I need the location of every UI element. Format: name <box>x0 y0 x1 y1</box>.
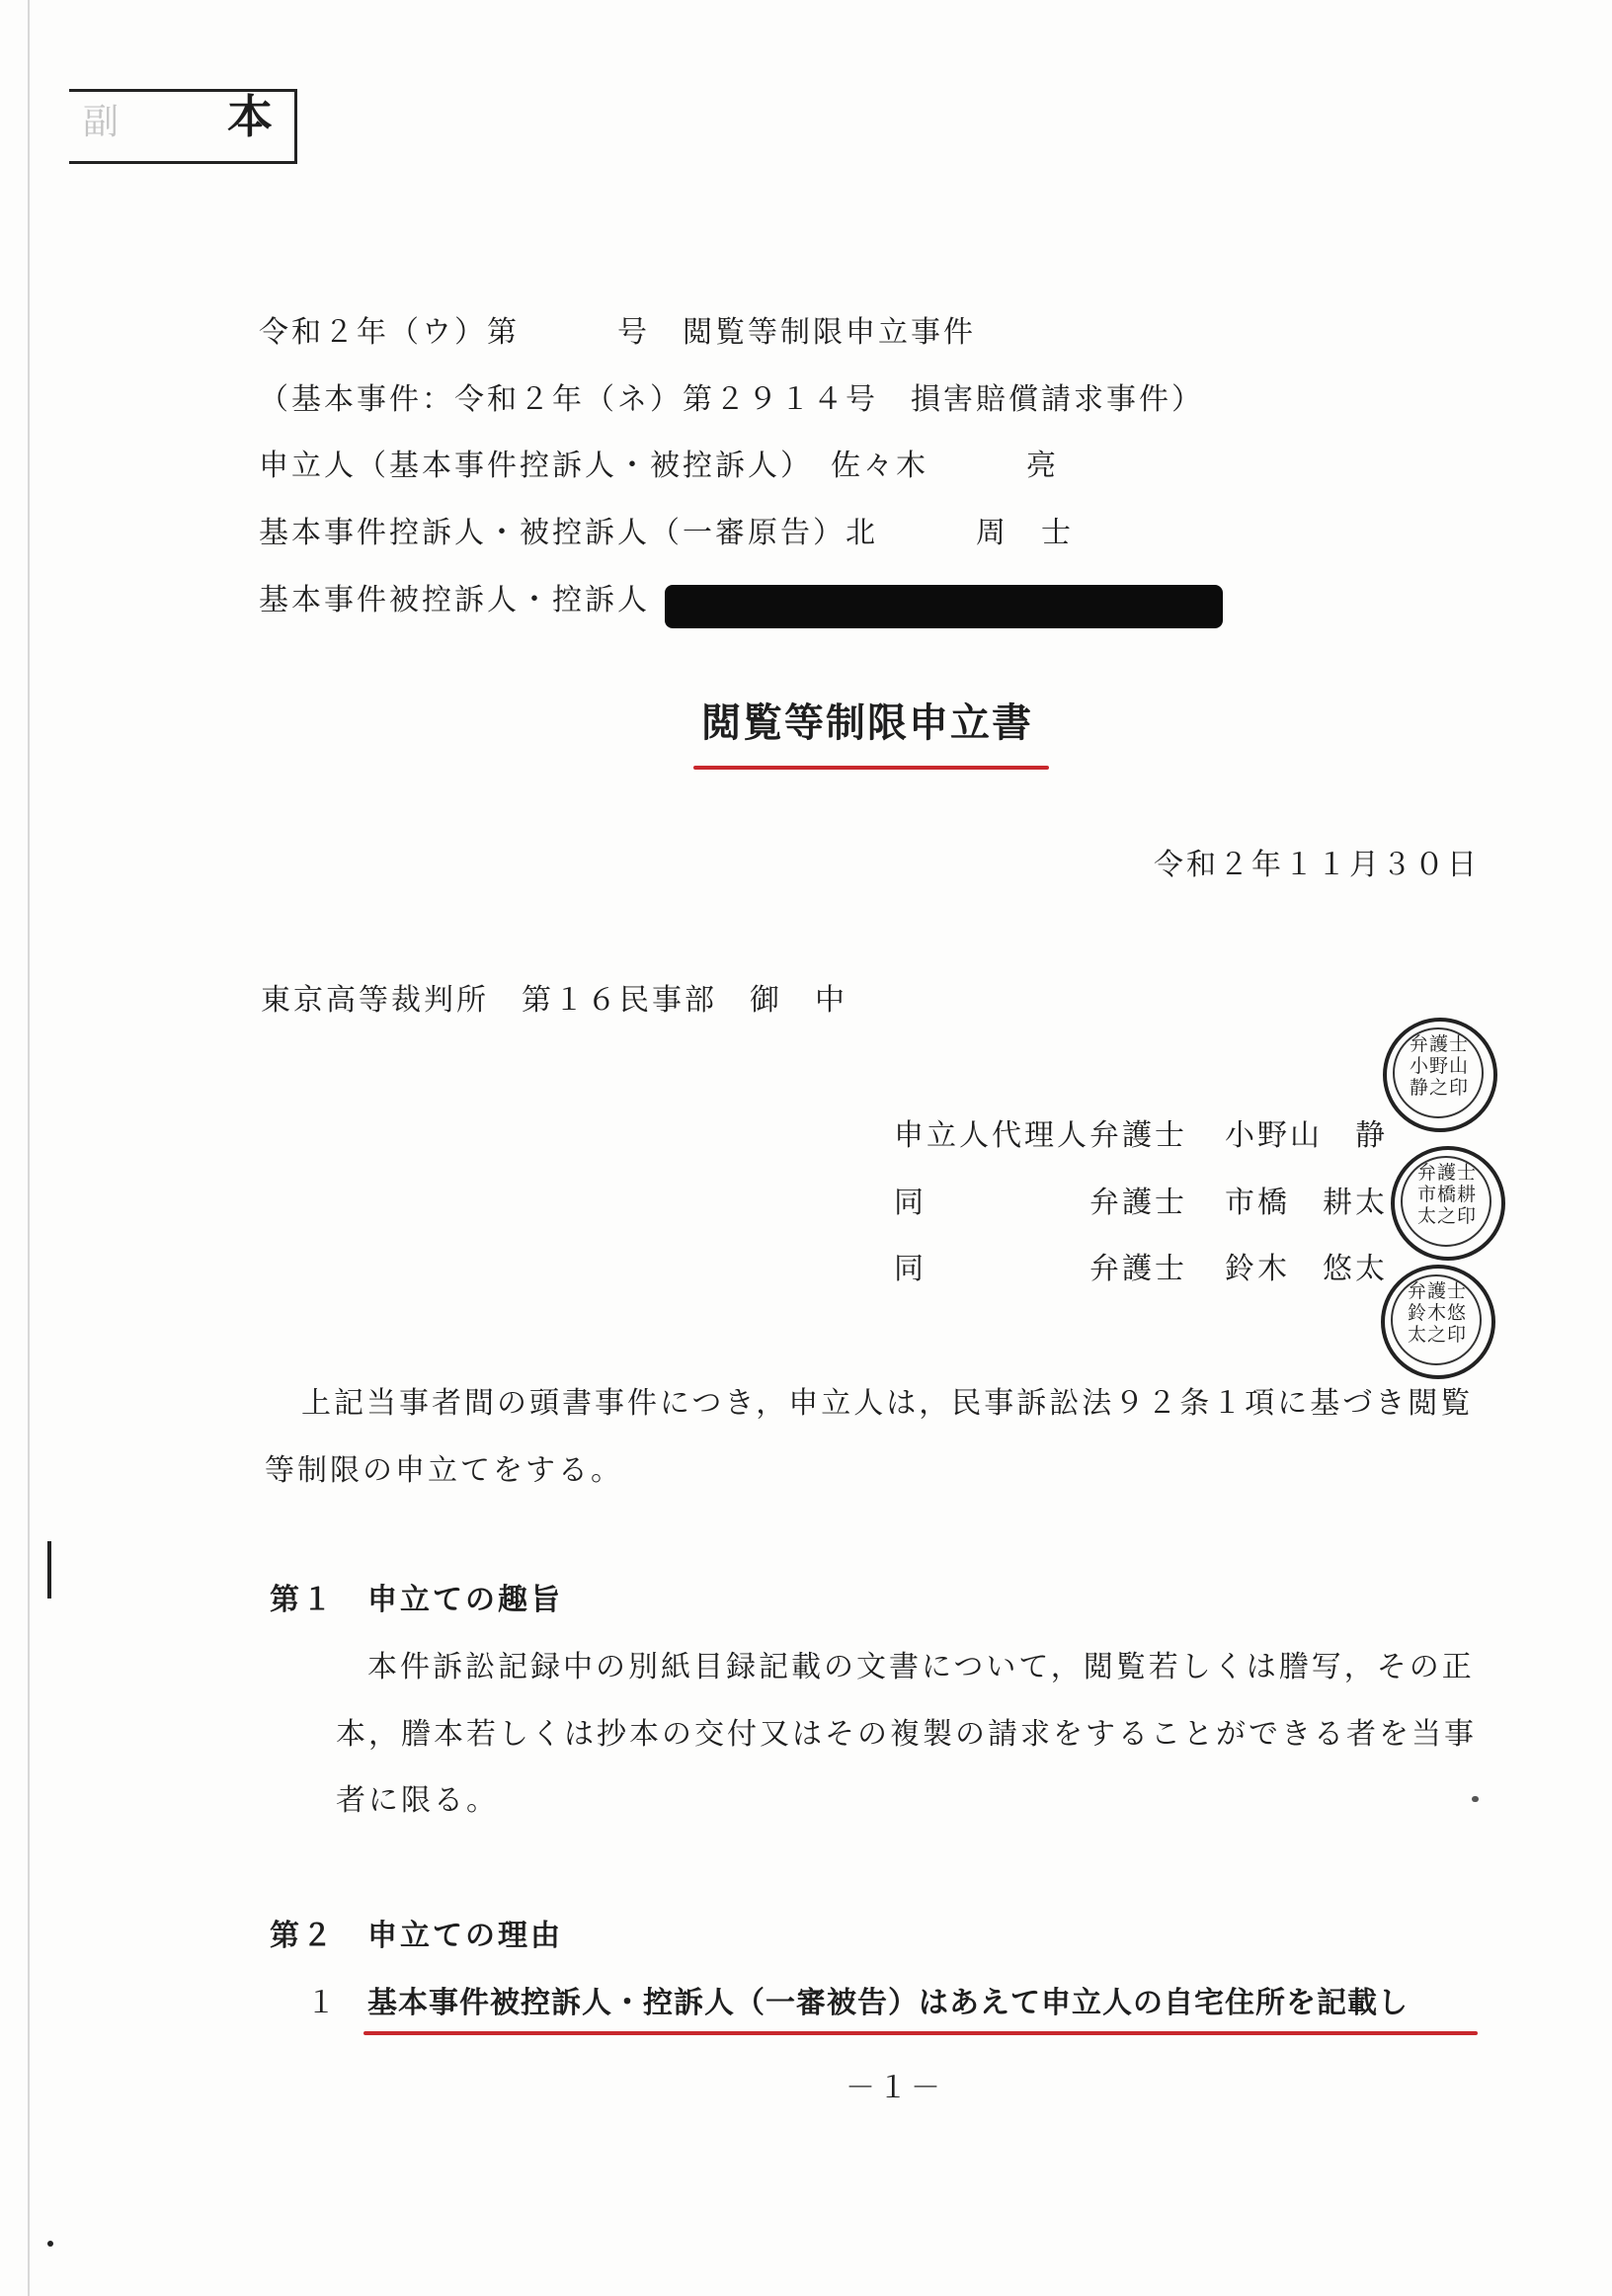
signatory-3-name: 鈴木 悠太 <box>1225 1252 1388 1286</box>
redaction-bar <box>665 585 1223 628</box>
filing-date: 令和２年１１月３０日 <box>1154 848 1480 882</box>
section-2-item-text: 基本事件被控訴人・控訴人（一審被告）はあえて申立人の自宅住所を記載し <box>367 1986 1409 2020</box>
section-1-line-3: 者に限る。 <box>336 1783 499 1818</box>
seal-3-text: 弁護士鈴木悠太之印 <box>1407 1280 1467 1346</box>
case-header-line-4: 基本事件控訴人・被控訴人（一審原告）北 周 士 <box>259 516 1074 550</box>
section-1-line-2: 本，謄本若しくは抄本の交付又はその複製の請求をすることができる者を当事 <box>336 1717 1477 1752</box>
intro-line-2: 等制限の申立てをする。 <box>265 1453 623 1488</box>
item-red-underline <box>363 2031 1478 2035</box>
seal-1-text: 弁護士小野山静之印 <box>1409 1033 1469 1099</box>
page-number: －１－ <box>846 2071 943 2105</box>
case-header-line-2: （基本事件：令和２年（ネ）第２９１４号 損害賠償請求事件） <box>259 382 1204 417</box>
signatory-2-name: 市橋 耕太 <box>1225 1186 1388 1220</box>
scan-dot-right <box>1472 1796 1479 1802</box>
case-header-line-5: 基本事件被控訴人・控訴人 <box>259 583 650 617</box>
seal-stamp-2 <box>1391 1146 1505 1261</box>
signatory-2-role: 同 弁護士 <box>894 1186 1187 1220</box>
scan-mark-left <box>47 1541 51 1599</box>
scan-dot-bottom <box>47 2241 53 2247</box>
signatory-3-role: 同 弁護士 <box>894 1252 1187 1286</box>
section-1-heading: 申立ての趣旨 <box>367 1583 563 1617</box>
intro-line-1: 上記当事者間の頭書事件につき，申立人は，民事訴訟法９２条１項に基づき閲覧 <box>301 1386 1474 1421</box>
section-1-number: 第１ <box>270 1583 335 1617</box>
case-header-line-1: 令和２年（ウ）第 号 閲覧等制限申立事件 <box>259 315 976 350</box>
section-2-item-number: １ <box>306 1986 339 2020</box>
seal-stamp-3 <box>1381 1265 1495 1379</box>
copy-stamp-main-char: 本 <box>227 90 273 143</box>
copy-stamp-faint-char: 副 <box>83 102 122 142</box>
signatory-1-role: 申立人代理人弁護士 <box>894 1118 1187 1153</box>
section-1-line-1: 本件訴訟記録中の別紙目録記載の文書について，閲覧若しくは謄写，その正 <box>367 1650 1475 1684</box>
scan-edge-line <box>28 0 30 2296</box>
signatory-1-name: 小野山 静 <box>1225 1118 1388 1153</box>
case-header-line-3: 申立人（基本事件控訴人・被控訴人） 佐々木 亮 <box>259 449 1059 483</box>
section-2-number: 第２ <box>270 1919 335 1953</box>
court-addressee: 東京高等裁判所 第１６民事部 御 中 <box>261 983 847 1018</box>
title-red-underline <box>693 766 1049 770</box>
seal-2-text: 弁護士市橋耕太之印 <box>1416 1162 1477 1227</box>
seal-stamp-1 <box>1383 1018 1497 1132</box>
section-2-heading: 申立ての理由 <box>367 1919 563 1953</box>
document-title: 閲覧等制限申立書 <box>701 699 1033 746</box>
